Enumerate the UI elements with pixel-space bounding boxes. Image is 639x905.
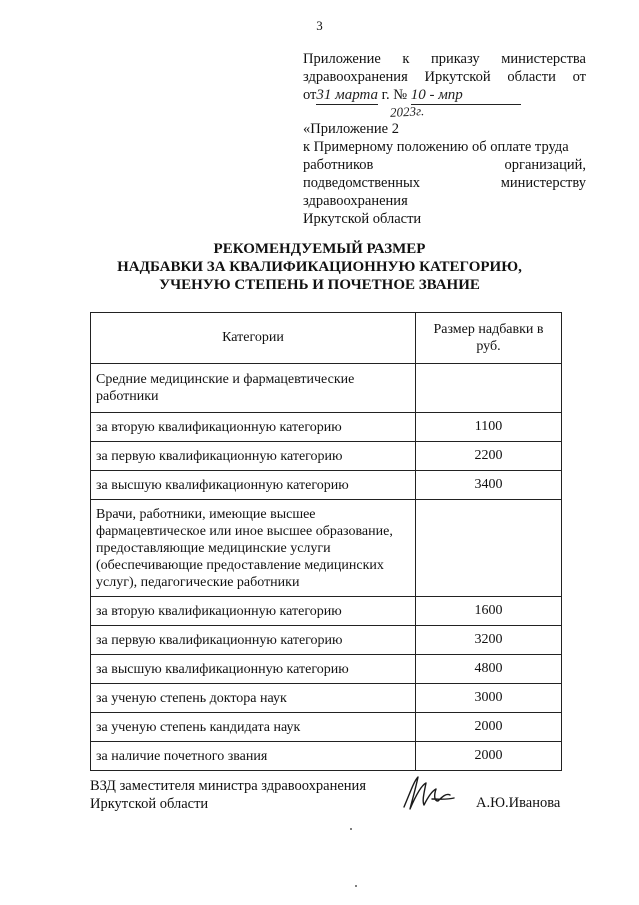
annex-line-5: здравоохранения (303, 193, 408, 209)
row-amount (416, 500, 562, 597)
row-amount: 4800 (416, 655, 562, 684)
annex-line-1: «Приложение 2 (303, 121, 399, 137)
handwritten-signature (398, 773, 458, 815)
row-amount: 2200 (416, 442, 562, 471)
annex-line-6: Иркутской области (303, 211, 422, 227)
table-row (91, 364, 562, 413)
table-row (91, 742, 562, 771)
row-category: за наличие почетного звания (91, 742, 416, 771)
annex-line-3: работников организаций, (303, 157, 586, 173)
row-category: за ученую степень доктора наук (91, 684, 416, 713)
handwritten-number: 10 - мпр (411, 86, 521, 105)
table-row (91, 471, 562, 500)
order-line-2: здравоохранения Иркутской области от (303, 69, 586, 85)
row-amount: 3400 (416, 471, 562, 500)
scan-speck (355, 885, 357, 887)
handwritten-year: 2023г. (389, 103, 425, 120)
row-category: за первую квалификационную категорию (91, 626, 416, 655)
row-amount: 3000 (416, 684, 562, 713)
table-row (91, 413, 562, 442)
table-row (91, 597, 562, 626)
header-amount: Размер надбавки в руб. (416, 313, 562, 364)
row-category: за первую квалификационную категорию (91, 442, 416, 471)
order-reference (303, 50, 586, 105)
title-line-2: НАДБАВКИ ЗА КВАЛИФИКАЦИОННУЮ КАТЕГОРИЮ, (117, 259, 522, 275)
date-prefix: от (303, 87, 317, 103)
row-category: Врачи, работники, имеющие высшее фармацевтическое или иное высшее образование, предоставляющие медицинские услуги (обеспечивающие предоставление медицинских услуг), педагогические работники (91, 500, 416, 597)
row-category: за высшую квалификационную категорию (91, 471, 416, 500)
allowance-table (90, 312, 562, 771)
title-line-3: УЧЕНУЮ СТЕПЕНЬ И ПОЧЕТНОЕ ЗВАНИЕ (159, 277, 480, 293)
number-label: г. № (381, 87, 408, 103)
table-row (91, 626, 562, 655)
title-line-1: РЕКОМЕНДУЕМЫЙ РАЗМЕР (213, 241, 426, 257)
table-row (91, 655, 562, 684)
header-category: Категории (91, 313, 416, 364)
annex-line-4: подведомственных министерству (303, 175, 586, 191)
row-amount: 2000 (416, 713, 562, 742)
row-category: за вторую квалификационную категорию (91, 413, 416, 442)
annex-line-2: к Примерному положению об оплате труда (303, 139, 569, 155)
row-category: Средние медицинские и фармацевтические работники (91, 364, 416, 413)
table-row (91, 500, 562, 597)
row-category: за вторую квалификационную категорию (91, 597, 416, 626)
signer-name: А.Ю.Иванова (476, 795, 561, 811)
annex-reference (303, 120, 586, 228)
table-row (91, 713, 562, 742)
table-row (91, 442, 562, 471)
signer-position-line-2: Иркутской области (90, 796, 209, 812)
document-title (0, 240, 639, 294)
row-category: за высшую квалификационную категорию (91, 655, 416, 684)
handwritten-date: 31 марта (316, 87, 379, 103)
table-header-row (91, 313, 562, 364)
row-amount: 3200 (416, 626, 562, 655)
row-amount: 1600 (416, 597, 562, 626)
table-row (91, 684, 562, 713)
row-amount: 1100 (416, 413, 562, 442)
scan-speck (350, 828, 352, 830)
order-line-1: Приложение к приказу министерства (303, 51, 586, 67)
signer-position-line-1: ВЗД заместителя министра здравоохранения (90, 778, 366, 794)
order-date-line (303, 86, 586, 105)
page-number: 3 (316, 18, 323, 33)
row-amount (416, 364, 562, 413)
row-amount: 2000 (416, 742, 562, 771)
row-category: за ученую степень кандидата наук (91, 713, 416, 742)
